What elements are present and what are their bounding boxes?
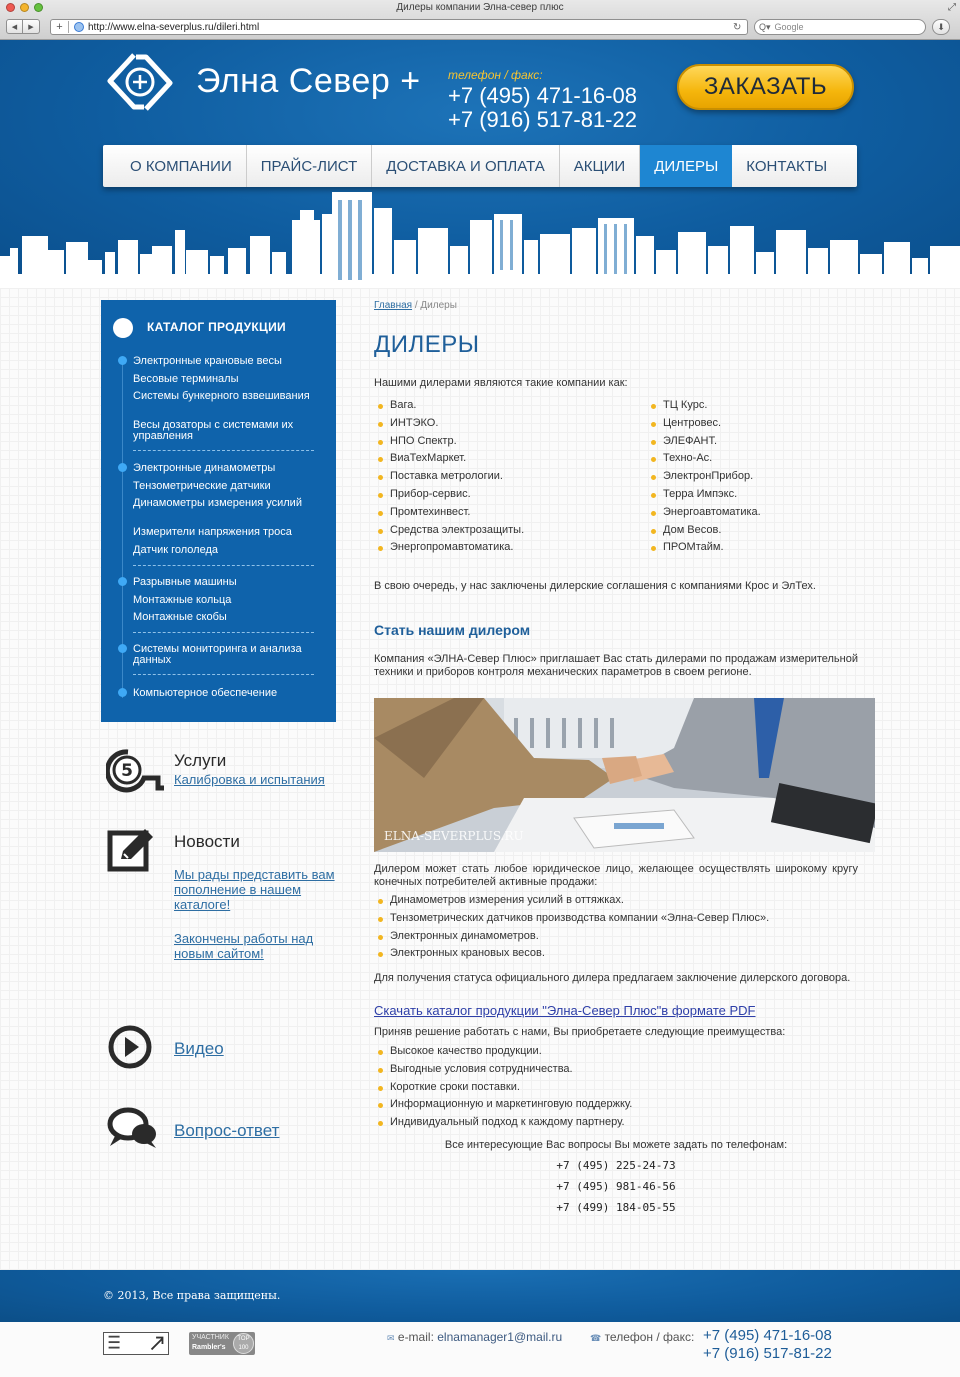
catalog-item-crane-scales[interactable]: Электронные крановые весы bbox=[133, 355, 282, 367]
dealers-list-right bbox=[647, 397, 761, 557]
rambler-top100-badge[interactable] bbox=[189, 1332, 255, 1355]
benefit-item: Короткие сроки поставки. bbox=[374, 1079, 632, 1097]
search-placeholder: Google bbox=[774, 22, 804, 32]
catalog-item-force-dynamometers[interactable]: Динамометры измерения усилий bbox=[133, 497, 302, 509]
contact-phone-1: +7 (495) 225-24-73 bbox=[556, 1159, 676, 1172]
footer-phone-1: +7 (495) 471-16-08 bbox=[703, 1327, 832, 1344]
video-link[interactable]: Видео bbox=[174, 1039, 224, 1058]
dealer-item: Центровес. bbox=[647, 415, 761, 433]
url-text[interactable]: http://www.elna-severplus.ru/dileri.html bbox=[88, 21, 260, 33]
site-footer bbox=[0, 1270, 960, 1322]
history-buttons bbox=[6, 19, 40, 34]
back-arrow-icon[interactable]: ◀ bbox=[6, 19, 23, 34]
address-bar[interactable] bbox=[50, 19, 748, 35]
nav-item-about[interactable]: О КОМПАНИИ bbox=[103, 145, 247, 187]
news-link-2[interactable]: Закончены работы над новым сайтом! bbox=[174, 931, 314, 961]
contact-phone-3: +7 (499) 184-05-55 bbox=[556, 1201, 676, 1214]
contact-phone-2: +7 (495) 981-46-56 bbox=[556, 1180, 676, 1193]
benefit-item: Индивидуальный подход к каждому партнеру. bbox=[374, 1114, 632, 1132]
edit-news-icon bbox=[107, 827, 155, 873]
benefit-item: Информационную и маркетинговую поддержку. bbox=[374, 1096, 632, 1114]
handshake-photo-illustration bbox=[374, 698, 875, 852]
dealer-item: Энергоавтоматика. bbox=[647, 504, 761, 522]
dealer-item: ВиаТехМаркет. bbox=[374, 450, 524, 468]
benefit-item: Высокое качество продукции. bbox=[374, 1043, 632, 1061]
catalog-dot-icon bbox=[118, 577, 127, 586]
catalog-item-mounting-shackles[interactable]: Монтажные скобы bbox=[133, 611, 227, 623]
sales-item: Тензометрических датчиков производства компании «Элна-Север Плюс». bbox=[374, 910, 769, 928]
nav-item-price-list[interactable]: ПРАЙС-ЛИСТ bbox=[247, 145, 373, 187]
counter-badge-icon[interactable] bbox=[103, 1332, 169, 1355]
phone-icon: ☎ bbox=[590, 1333, 602, 1343]
logo-icon[interactable] bbox=[104, 52, 176, 112]
catalog-dot-icon bbox=[118, 688, 127, 697]
sales-item: Электронных крановых весов. bbox=[374, 945, 769, 963]
dealer-item: НПО Спектр. bbox=[374, 433, 524, 451]
catalog-item-rope-tension[interactable]: Измерители напряжения троса bbox=[133, 526, 292, 538]
add-bookmark-icon[interactable]: + bbox=[51, 21, 69, 33]
downloads-icon[interactable]: ⬇ bbox=[932, 19, 950, 35]
benefit-item: Выгодные условия сотрудничества. bbox=[374, 1061, 632, 1079]
dealer-item: Техно-Ас. bbox=[647, 450, 761, 468]
dealer-item: Средства электрозащиты. bbox=[374, 522, 524, 540]
browser-chrome bbox=[0, 0, 960, 40]
news-link-1[interactable]: Мы рады представить вам пополнение в нашем каталоге! bbox=[174, 867, 335, 912]
dealer-item: ИНТЭКО. bbox=[374, 415, 524, 433]
dealers-intro: Нашими дилерами являются такие компании как: bbox=[374, 377, 628, 389]
copyright-text: © 2013, Все права защищены. bbox=[103, 1289, 281, 1302]
search-icon: Q▾ bbox=[759, 21, 771, 32]
catalog-dot-icon bbox=[118, 356, 127, 365]
footer-email bbox=[387, 1330, 562, 1344]
who-can-text: Дилером может стать любое юридическое лицо, желающее осуществлять широкому кругу конечных потребителей активные продажи: bbox=[374, 863, 858, 888]
dealer-status-text: Для получения статуса официального дилера предлагаем заключение дилерского договора. bbox=[374, 972, 851, 984]
catalog-item-dynamometers[interactable]: Электронные динамометры bbox=[133, 462, 276, 474]
dealer-item: Энергопромавтоматика. bbox=[374, 539, 524, 557]
catalog-divider bbox=[133, 565, 314, 566]
dealer-item: Поставка метрологии. bbox=[374, 468, 524, 486]
dealer-item: Дом Весов. bbox=[647, 522, 761, 540]
globe-icon bbox=[74, 22, 84, 32]
catalog-divider bbox=[133, 674, 314, 675]
dealer-item: ЭЛЕФАНТ. bbox=[647, 433, 761, 451]
dealer-item: Терра Импэкс. bbox=[647, 486, 761, 504]
photo-watermark: ELNA-SEVERPLUS.RU bbox=[384, 829, 524, 843]
page-content bbox=[0, 288, 960, 1270]
footer-bottom-bar bbox=[0, 1322, 960, 1377]
fullscreen-icon[interactable]: ⤢ bbox=[948, 2, 956, 13]
catalog-divider bbox=[133, 450, 314, 451]
main-navigation bbox=[103, 145, 857, 187]
benefits-list bbox=[374, 1043, 632, 1132]
catalog-item-software[interactable]: Компьютерное обеспечение bbox=[133, 687, 278, 699]
nav-item-promotions[interactable]: АКЦИИ bbox=[560, 145, 640, 187]
svg-text:5: 5 bbox=[121, 761, 133, 781]
catalog-item-strain-gauges[interactable]: Тензометрические датчики bbox=[133, 480, 271, 492]
product-catalog-menu bbox=[101, 300, 336, 722]
dealer-item: Вага. bbox=[374, 397, 524, 415]
catalog-title: КАТАЛОГ ПРОДУКЦИИ bbox=[147, 320, 286, 334]
search-field[interactable] bbox=[754, 19, 926, 35]
dealers-list-left bbox=[374, 397, 524, 557]
catalog-dot-icon bbox=[118, 463, 127, 472]
catalog-item-ice-sensor[interactable]: Датчик гололеда bbox=[133, 544, 219, 556]
header-phone-2: +7 (916) 517-81-22 bbox=[448, 107, 637, 132]
catalog-dot-icon bbox=[118, 644, 127, 653]
phone-label: телефон / факс: bbox=[448, 68, 543, 82]
questions-text: Все интересующие Вас вопросы Вы можете задать по телефонам: bbox=[444, 1139, 788, 1151]
site-header bbox=[0, 40, 960, 288]
email-label: e-mail: bbox=[397, 1330, 434, 1344]
nav-item-contacts[interactable]: КОНТАКТЫ bbox=[746, 157, 828, 175]
services-badge-icon bbox=[106, 748, 168, 794]
breadcrumb-current: Дилеры bbox=[420, 300, 457, 311]
faq-link[interactable]: Вопрос-ответ bbox=[174, 1121, 280, 1140]
city-skyline-illustration bbox=[0, 190, 960, 288]
nav-item-dealers[interactable]: ДИЛЕРЫ bbox=[640, 145, 732, 187]
invitation-text: Компания «ЭЛНА-Север Плюс» приглашает Вас стать дилерами по продажам измерительной техники и приборов контроля механических параметров в своем регионе. bbox=[374, 653, 858, 678]
header-phone-1: +7 (495) 471-16-08 bbox=[448, 83, 637, 108]
logo-text[interactable]: Элна Север + bbox=[196, 62, 421, 100]
footer-phone-label bbox=[590, 1330, 694, 1344]
services-title: Услуги bbox=[174, 751, 227, 770]
services-link[interactable]: Калибровка и испытания bbox=[174, 772, 325, 787]
email-link[interactable]: elnamanager1@mail.ru bbox=[437, 1330, 563, 1344]
breadcrumb-separator: / bbox=[414, 300, 418, 311]
badge-bottom-text: Rambler's bbox=[192, 1344, 226, 1351]
breadcrumb-home[interactable]: Главная bbox=[374, 300, 413, 311]
dealer-item: Прибор-сервис. bbox=[374, 486, 524, 504]
news-title: Новости bbox=[174, 832, 240, 851]
forward-arrow-icon[interactable]: ▶ bbox=[23, 19, 40, 34]
dealer-item: ЭлектронПрибор. bbox=[647, 468, 761, 486]
footer-phone-2: +7 (916) 517-81-22 bbox=[703, 1345, 832, 1362]
window-title: Дилеры компании Элна-север плюс bbox=[396, 2, 564, 13]
mail-icon: ✉ bbox=[387, 1333, 395, 1343]
badge-circle-text: TOP 100 bbox=[233, 1333, 254, 1354]
sales-list bbox=[374, 892, 769, 963]
catalog-item-dosing-scales[interactable]: Весы дозаторы с системами их управления bbox=[133, 419, 294, 442]
download-catalog-pdf-link[interactable]: Скачать каталог продукции "Элна-Север Плюс"в формате PDF bbox=[374, 1003, 756, 1018]
catalog-item-bunker-weighing[interactable]: Системы бункерного взвешивания bbox=[133, 390, 310, 402]
badge-top-text: УЧАСТНИК bbox=[192, 1334, 229, 1341]
catalog-item-tensile-machines[interactable]: Разрывные машины bbox=[133, 576, 237, 588]
benefits-intro: Приняв решение работать с нами, Вы приобретаете следующие преимущества: bbox=[374, 1026, 786, 1038]
catalog-item-weighing-terminals[interactable]: Весовые терминалы bbox=[133, 373, 239, 385]
handshake-photo bbox=[374, 698, 875, 852]
page-title: ДИЛЕРЫ bbox=[374, 331, 480, 358]
catalog-divider bbox=[133, 632, 314, 633]
breadcrumb bbox=[374, 300, 457, 311]
agreements-text: В свою очередь, у нас заключены дилерские соглашения с компаниями Крос и ЭлТех. bbox=[374, 580, 816, 592]
reload-icon[interactable]: ↻ bbox=[733, 21, 742, 33]
sales-item: Динамометров измерения усилий в оттяжках. bbox=[374, 892, 769, 910]
play-icon[interactable] bbox=[107, 1024, 153, 1070]
sales-item: Электронных динамометров. bbox=[374, 928, 769, 946]
dealer-item: ПРОМтайм. bbox=[647, 539, 761, 557]
catalog-item-monitoring-systems[interactable]: Системы мониторинга и анализа данных bbox=[133, 643, 302, 666]
catalog-item-mounting-rings[interactable]: Монтажные кольца bbox=[133, 594, 232, 606]
dealer-item: ТЦ Курс. bbox=[647, 397, 761, 415]
nav-item-delivery[interactable]: ДОСТАВКА И ОПЛАТА bbox=[372, 145, 560, 187]
catalog-bullet-icon bbox=[113, 318, 133, 338]
footer-phone-label-text: телефон / факс: bbox=[604, 1330, 695, 1344]
become-dealer-heading: Стать нашим дилером bbox=[374, 622, 531, 638]
dealer-item: Промтехинвест. bbox=[374, 504, 524, 522]
chat-bubbles-icon[interactable] bbox=[106, 1106, 160, 1150]
order-button[interactable]: ЗАКАЗАТЬ bbox=[677, 64, 854, 110]
